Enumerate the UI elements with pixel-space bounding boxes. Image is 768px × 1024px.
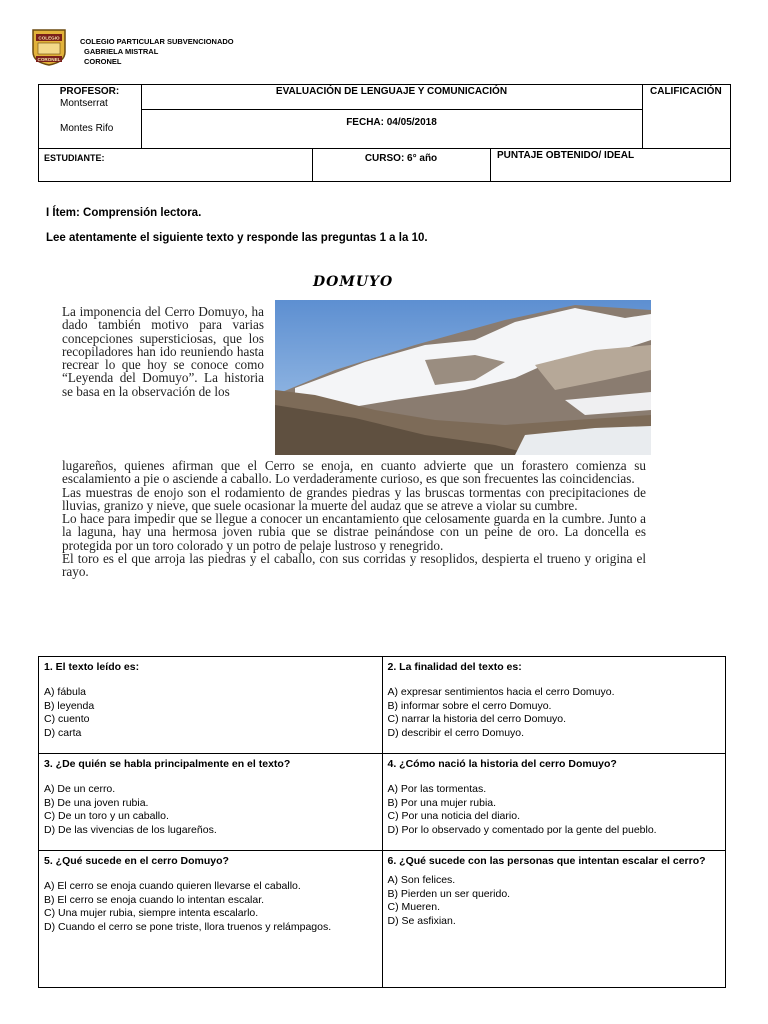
profesor-label: PROFESOR: [59, 86, 120, 97]
story-body [62, 459, 646, 579]
calificacion-label: CALIFICACIÓN [650, 86, 722, 97]
puntaje-label: PUNTAJE OBTENIDO/ IDEAL [497, 150, 635, 161]
profesor-name-2: Montes Rifo [60, 123, 114, 134]
fecha-cell [141, 109, 643, 149]
question-4 [382, 754, 726, 851]
question-title: 2. La finalidad del texto es: [387, 661, 522, 673]
logo-text-top: COLEGIO [38, 35, 60, 41]
answer-option[interactable]: D) describir el cerro Domuyo. [387, 726, 525, 739]
question-title: 3. ¿De quién se habla principalmente en el texto? [44, 758, 291, 770]
answer-option[interactable]: B) Pierden un ser querido. [387, 887, 511, 900]
item-title: I Ítem: Comprensión lectora. [46, 207, 202, 219]
profesor-cell [38, 84, 142, 149]
story-paragraph-1: lugareños, quienes afirman que el Cerro se enoja, en cuanto advierte que un forastero comienza su escalamiento a pie o asciende a caballo. Lo verdaderamente curioso, es que son frecuentes las coincidencias. [62, 458, 646, 487]
estudiante-cell[interactable] [38, 148, 313, 182]
question-title: 4. ¿Cómo nació la historia del cerro Domuyo? [387, 758, 617, 770]
mountain-photo [275, 300, 651, 455]
answer-option[interactable]: B) El cerro se enoja cuando lo intentan escalar. [44, 893, 265, 906]
curso-label: CURSO: 6° año [364, 153, 438, 164]
question-title: 6. ¿Qué sucede con las personas que intentan escalar el cerro? [387, 855, 706, 867]
question-6 [382, 851, 726, 988]
evaluation-title-cell [141, 84, 643, 110]
answer-option[interactable]: A) El cerro se enoja cuando quieren llevarse el caballo. [44, 880, 301, 892]
answer-option[interactable]: A) fábula [44, 686, 87, 698]
evaluation-title: EVALUACIÓN DE LENGUAJE Y COMUNICACIÓN [275, 86, 508, 97]
story-paragraph-2: Las muestras de enojo son el rodamiento de grandes piedras y las bruscas tormentas con precipitaciones de lluvias, granizo y nieve, que suele ocasionar la muerte del audaz que se atreve a violar su cumbre. [62, 484, 646, 513]
answer-option[interactable]: C) narrar la historia del cerro Domuyo. [387, 713, 567, 725]
profesor-name-1: Montserrat [60, 98, 108, 109]
answer-option[interactable]: A) Por las tormentas. [387, 783, 487, 795]
answer-option[interactable]: B) Por una mujer rubia. [387, 796, 497, 809]
answer-option[interactable]: B) informar sobre el cerro Domuyo. [387, 699, 552, 712]
answer-option[interactable]: D) carta [44, 726, 82, 739]
answer-option[interactable]: C) Una mujer rubia, siempre intenta escalarlo. [44, 907, 259, 919]
school-line-3: CORONEL [84, 57, 122, 66]
story-paragraph-3: Lo hace para impedir que se llegue a conocer un encantamiento que celosamente guarda en la cumbre. Junto a la laguna, hay una hermosa joven rubia que se distrae peinándose con un peine de oro. La doncella es protegida por un toro colorado y un potro de pelaje lustroso y renegrido. [62, 511, 646, 553]
answer-option[interactable]: B) De una joven rubia. [44, 796, 149, 809]
story-title: DOMUYO [313, 274, 394, 290]
school-line-1: COLEGIO PARTICULAR SUBVENCIONADO [80, 37, 234, 46]
question-title: 5. ¿Qué sucede en el cerro Domuyo? [44, 855, 229, 867]
answer-option[interactable]: D) Se asfixian. [387, 914, 456, 927]
question-title: 1. El texto leído es: [44, 661, 140, 673]
answer-option[interactable]: D) Cuando el cerro se pone triste, llora truenos y relámpagos. [44, 920, 332, 933]
answer-option[interactable]: C) Mueren. [387, 901, 441, 913]
answer-option[interactable]: A) De un cerro. [44, 783, 116, 795]
question-5 [39, 851, 383, 988]
answer-option[interactable]: C) Por una noticia del diario. [387, 810, 520, 822]
answer-option[interactable]: A) Son felices. [387, 874, 456, 886]
story-paragraph-4: El toro es el que arroja las piedras y el caballo, con sus corridas y resoplidos, despierta el trueno y origina el rayo. [62, 551, 646, 580]
puntaje-cell[interactable] [490, 148, 731, 182]
logo-text-bottom: CORONEL [37, 57, 61, 62]
school-logo [30, 28, 68, 66]
fecha-label: FECHA: 04/05/2018 [346, 117, 437, 128]
answer-option[interactable]: C) De un toro y un caballo. [44, 810, 169, 822]
school-line-2: GABRIELA MISTRAL [84, 47, 159, 56]
school-name [80, 37, 234, 67]
question-2 [382, 657, 726, 754]
estudiante-label: ESTUDIANTE: [44, 153, 105, 163]
questions-table [38, 656, 726, 988]
curso-cell [312, 148, 491, 182]
answer-option[interactable]: C) cuento [44, 713, 90, 725]
answer-option[interactable]: B) leyenda [44, 699, 95, 712]
answer-option[interactable]: D) Por lo observado y comentado por la gente del pueblo. [387, 823, 657, 836]
answer-option[interactable]: D) De las vivencias de los lugareños. [44, 823, 217, 836]
calificacion-cell [642, 84, 731, 149]
story-left-column: La imponencia del Cerro Domuyo, ha dado también motivo para varias concepciones supersticiosas, que los recopiladores han ido reuniendo hasta recrear lo que hoy se conoce como “Leyenda del Domuyo”. La historia se basa en la observación de los [62, 304, 264, 399]
question-1 [39, 657, 383, 754]
instructions-text: Lee atentamente el siguiente texto y responde las preguntas 1 a la 10. [46, 232, 428, 244]
answer-option[interactable]: A) expresar sentimientos hacia el cerro Domuyo. [387, 686, 615, 698]
question-3 [39, 754, 383, 851]
